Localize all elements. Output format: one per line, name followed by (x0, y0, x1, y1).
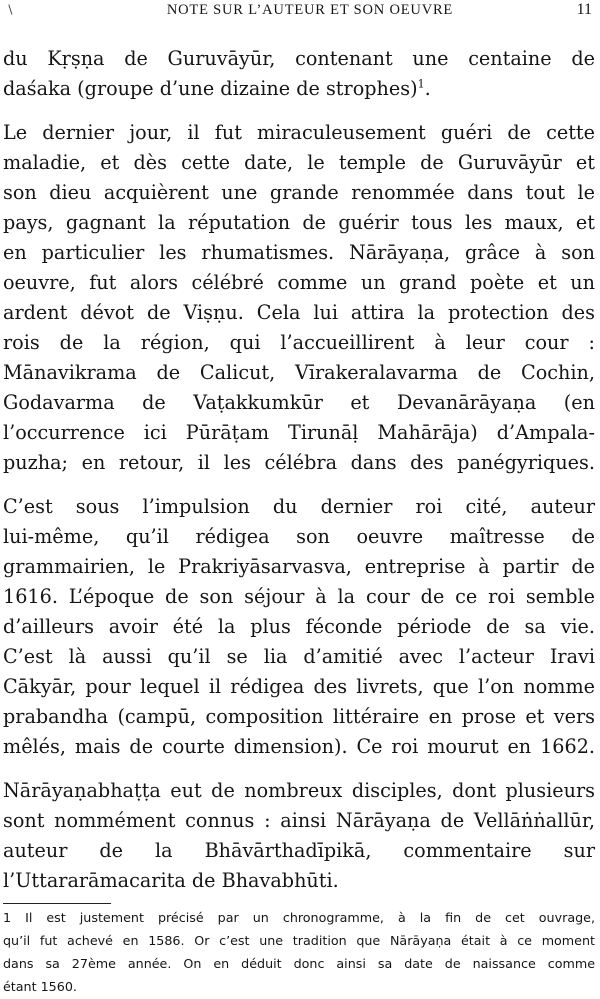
paragraph (3, 776, 595, 896)
body-text (3, 44, 595, 910)
paragraph (3, 492, 595, 762)
footnote-line: dans sa 27ème année. On en déduit donc ainsi sa date de naissance comme (3, 956, 595, 971)
paragraph (3, 118, 595, 478)
text-line (3, 418, 595, 448)
text-line (3, 178, 595, 208)
text-line (3, 44, 595, 74)
line-text: lui-même, qu’il rédigea son oeuvre maîtresse de (3, 525, 595, 548)
line-text: Le dernier jour, il fut miraculeusement guéri de cette (3, 121, 595, 144)
line-text: puzha; en retour, il les célébra dans des panégyriques. (3, 451, 595, 474)
text-line (3, 612, 595, 642)
text-line (3, 388, 595, 418)
line-text: l’Uttararāmacarita de Bhavabhūti. (3, 869, 339, 892)
line-text: l’occurrence ici Pūrāṭam Tirunāḷ Mahārāja) d’Ampala- (3, 421, 595, 444)
text-line (3, 118, 595, 148)
footnote (3, 906, 595, 998)
line-text: d’ailleurs avoir été la plus féconde période de sa vie. (3, 615, 595, 638)
line-text: oeuvre, fut alors célébré comme un grand poète et un (3, 271, 595, 294)
text-line (3, 148, 595, 178)
footnote-line: 1 Il est justement précisé par un chronogramme, à la fin de cet ouvrage, (3, 910, 595, 925)
line-text: pays, gagnant la réputation de guérir tous les maux, et (3, 211, 595, 234)
line-text: Godavarma de Vaṭakkumkūr et Devanārāyaṇa (en (3, 391, 595, 414)
scan-mark: ∖ (6, 3, 14, 17)
text-line (3, 552, 595, 582)
line-text: rois de la région, qui l’accueillirent à leur cour : (3, 331, 595, 354)
text-line (3, 732, 595, 762)
footnote-reference: 1 (417, 77, 425, 91)
text-line (3, 522, 595, 552)
text-line (3, 298, 595, 328)
line-text: Mānavikrama de Calicut, Vīrakeralavarma de Cochin, (3, 361, 595, 384)
paragraph (3, 44, 595, 104)
text-line (3, 208, 595, 238)
line-text: grammairien, le Prakriyāsarvasva, entreprise à partir de (3, 555, 595, 578)
line-text: son dieu acquièrent une grande renommée dans tout le (3, 181, 595, 204)
running-head-title: NOTE SUR L’AUTEUR ET SON OEUVRE (166, 2, 454, 18)
text-line (3, 836, 595, 866)
line-text: Cākyār, pour lequel il rédigea des livrets, que l’on nomme (3, 675, 595, 698)
footnote-line: étant 1560. (3, 979, 77, 994)
text-line (3, 238, 595, 268)
text-line (3, 806, 595, 836)
text-line (3, 702, 595, 732)
text-line (3, 74, 595, 104)
running-head (0, 1, 600, 21)
text-line (3, 582, 595, 612)
text-line (3, 328, 595, 358)
line-text: 1616. L’époque de son séjour à la cour de ce roi semble (3, 585, 595, 608)
line-text: C’est sous l’impulsion du dernier roi cité, auteur (3, 495, 595, 518)
line-text: Nārāyaṇabhaṭṭa eut de nombreux disciples, dont plusieurs (3, 779, 595, 802)
line-text: maladie, et dès cette date, le temple de Guruvāyūr et (3, 151, 595, 174)
line-text: daśaka (groupe d’une dizaine de strophes) (3, 77, 418, 100)
line-text: auteur de la Bhāvārthadīpikā, commentaire sur (3, 839, 595, 862)
page-number: 11 (576, 1, 592, 18)
text-line (3, 866, 595, 896)
line-tail: . (424, 77, 431, 100)
line-text: mêlés, mais de courte dimension). Ce roi mourut en 1662. (3, 735, 595, 758)
text-line (3, 642, 595, 672)
text-line (3, 358, 595, 388)
line-text: en particulier les rhumatismes. Nārāyaṇa, grâce à son (3, 241, 595, 264)
text-line (3, 672, 595, 702)
line-text: du Kṛṣṇa de Guruvāyūr, contenant une centaine de (3, 47, 595, 70)
text-line (3, 448, 595, 478)
text-line (3, 268, 595, 298)
footnote-line: qu’il fut achevé en 1586. Or c’est une tradition que Nārāyaṇa était à ce moment (3, 933, 595, 948)
line-text: C’est là aussi qu’il se lia d’amitié avec l’acteur Iravi (3, 645, 595, 668)
text-line (3, 776, 595, 806)
line-text: prabandha (campū, composition littéraire en prose et vers (3, 705, 595, 728)
line-text: ardent dévot de Viṣṇu. Cela lui attira la protection des (3, 301, 595, 324)
text-line (3, 492, 595, 522)
line-text: sont nommément connus : ainsi Nārāyaṇa de Vellāṅṅallūr, (3, 809, 595, 832)
footnote-separator (3, 903, 111, 904)
